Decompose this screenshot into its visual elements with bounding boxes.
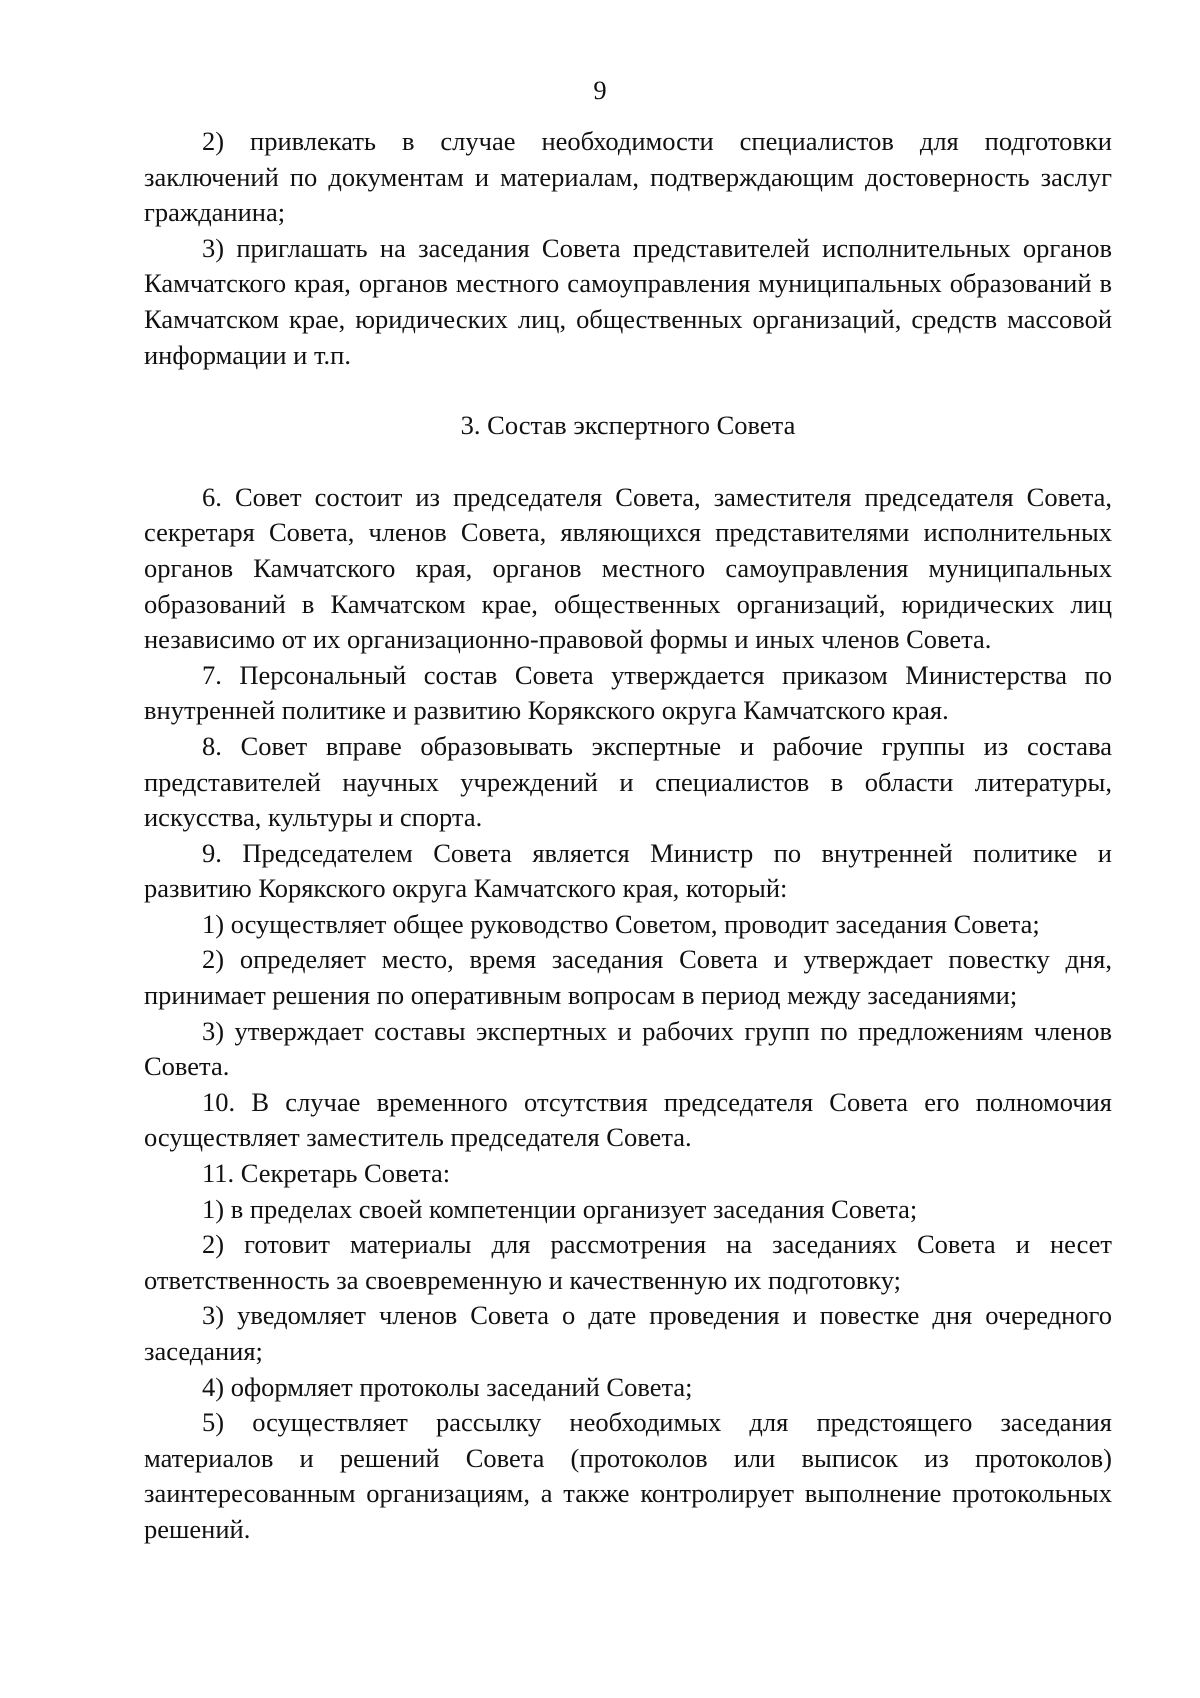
paragraph: 7. Персональный состав Совета утверждается приказом Министерства по внутренней политике и развитию Корякского округа Камчатского края. (144, 659, 1112, 726)
paragraph: 3) уведомляет членов Совета о дате проведения и повестке дня очередного заседания; (144, 1300, 1112, 1366)
paragraph: 5) осуществляет рассылку необходимых для предстоящего заседания материалов и решений Совета (протоколов или выписок из протоколов) заинтересованным организациям, а также контролирует выполнение протокольных решений. (144, 1407, 1112, 1544)
paragraph: 1) в пределах своей компетенции организует заседания Совета; (202, 1193, 918, 1224)
paragraph: 8. Совет вправе образовывать экспертные и рабочие группы из состава представителей научных учреждений и специалистов в области литературы, искусства, культуры и спорта. (144, 730, 1112, 833)
document-body (144, 124, 1112, 1548)
paragraph: 3) утверждает составы экспертных и рабочих групп по предложениям членов Совета. (144, 1015, 1112, 1082)
paragraph: 11. Секретарь Совета: (202, 1158, 451, 1189)
paragraph: 4) оформляет протоколы заседаний Совета; (202, 1371, 693, 1402)
paragraph: 2) привлекать в случае необходимости специалистов для подготовки заключений по документам и материалам, подтверждающим достоверность заслуг гражданина; (144, 126, 1112, 228)
paragraph: 10. В случае временного отсутствия председателя Совета его полномочия осуществляет заместитель председателя Совета. (144, 1086, 1112, 1153)
section-heading: 3. Состав экспертного Совета (460, 410, 796, 441)
paragraph: 1) осуществляет общее руководство Советом, проводит заседания Совета; (202, 908, 1040, 939)
paragraph: 6. Совет состоит из председателя Совета, заместителя председателя Совета, секретаря Совета, членов Совета, являющихся представителями исполнительных органов Камчатского края, органов местного самоуправления муниципальных образований в Камчатском крае, общественных организаций, юридических лиц независимо от их организационно-правовой формы и иных членов Совета. (144, 481, 1112, 655)
paragraph: 3) приглашать на заседания Совета представителей исполнительных органов Камчатского края, органов местного самоуправления муниципальных образований в Камчатском крае, юридических лиц, общественных организаций, средств массовой информации и т.п. (144, 232, 1112, 370)
paragraph: 9. Председателем Совета является Министр по внутренней политике и развитию Корякского округа Камчатского края, который: (144, 837, 1112, 904)
paragraph: 2) определяет место, время заседания Совета и утверждает повестку дня, принимает решения по оперативным вопросам в период между заседаниями; (144, 944, 1112, 1011)
paragraph: 2) готовит материалы для рассмотрения на заседаниях Совета и несет ответственность за своевременную и качественную их подготовку; (144, 1229, 1112, 1295)
page-number: 9 (593, 75, 607, 105)
